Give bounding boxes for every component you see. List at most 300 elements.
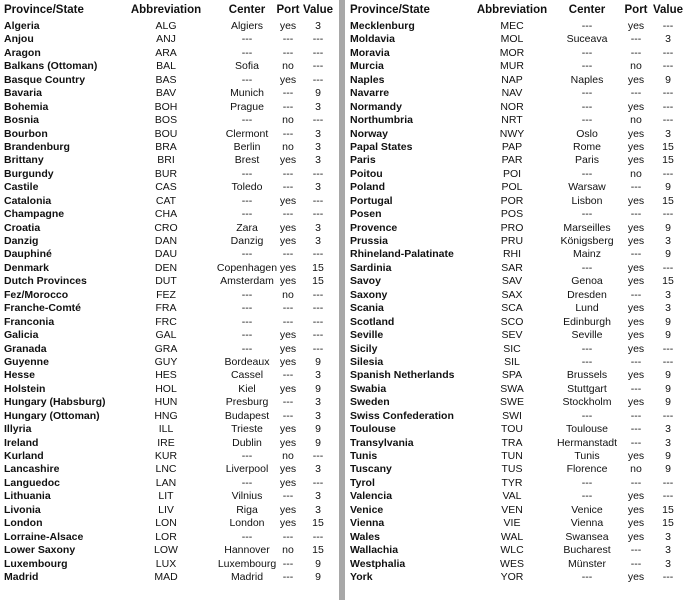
- cell-abbreviation: HES: [155, 369, 177, 382]
- cell-center: Budapest: [224, 409, 270, 422]
- cell-abbreviation: KUR: [154, 450, 178, 462]
- header-province: Province/State: [350, 4, 430, 16]
- cell-abbreviation: CHA: [154, 208, 178, 221]
- cell-value: 9: [665, 463, 671, 476]
- cell-value: 3: [665, 436, 671, 449]
- table-row: [0, 329, 337, 342]
- cell-port: ---: [630, 409, 642, 422]
- cell-value: 3: [315, 396, 321, 409]
- cell-value: 9: [665, 450, 671, 462]
- table-row: [0, 168, 337, 181]
- cell-center: Lisbon: [571, 194, 603, 207]
- cell-province: Norway: [350, 127, 388, 140]
- cell-abbreviation: SWE: [500, 396, 524, 409]
- cell-abbreviation: POL: [501, 181, 523, 194]
- table-row: [0, 383, 337, 396]
- cell-port: ---: [282, 208, 294, 221]
- cell-port: yes: [627, 396, 645, 409]
- cell-port: ---: [630, 382, 642, 395]
- cell-province: Madrid: [4, 570, 39, 583]
- cell-province: Toulouse: [350, 423, 396, 436]
- cell-province: Spanish Netherlands: [350, 369, 455, 382]
- header-center: Center: [568, 4, 606, 16]
- cell-province: Lorraine-Alsace: [4, 530, 84, 543]
- cell-port: ---: [630, 87, 642, 100]
- table-row: [0, 302, 337, 315]
- cell-abbreviation: HUN: [154, 396, 178, 409]
- cell-province: Transylvania: [350, 436, 414, 449]
- table-row: [0, 356, 337, 369]
- cell-value: ---: [312, 530, 324, 543]
- cell-port: no: [630, 463, 642, 476]
- cell-value: ---: [312, 194, 324, 207]
- cell-port: yes: [627, 369, 645, 382]
- table-header: [346, 0, 686, 20]
- cell-value: 15: [662, 517, 674, 530]
- cell-center: Vilnius: [231, 490, 263, 503]
- cell-port: no: [282, 450, 294, 462]
- cell-abbreviation: PRO: [500, 221, 524, 234]
- cell-center: Paris: [575, 154, 599, 167]
- cell-value: 3: [315, 503, 321, 516]
- table-row: [0, 141, 337, 154]
- cell-province: Dutch Provinces: [4, 275, 87, 288]
- table-row: [346, 289, 686, 302]
- cell-center: Warsaw: [568, 181, 606, 194]
- cell-port: no: [630, 167, 642, 180]
- table-row: [346, 490, 686, 503]
- table-row: [346, 463, 686, 476]
- cell-value: ---: [312, 342, 324, 355]
- cell-abbreviation: TUN: [501, 450, 523, 462]
- cell-center: Presburg: [225, 396, 269, 409]
- cell-center: ---: [581, 570, 593, 583]
- cell-province: Bavaria: [4, 87, 42, 100]
- cell-port: ---: [282, 87, 294, 100]
- cell-abbreviation: LAN: [155, 476, 177, 489]
- cell-port: ---: [630, 288, 642, 301]
- cell-province: Hesse: [4, 369, 35, 382]
- cell-province: Swiss Confederation: [350, 409, 454, 422]
- cell-province: Anjou: [4, 33, 34, 46]
- cell-port: ---: [282, 557, 294, 570]
- cell-abbreviation: DAU: [154, 248, 178, 261]
- cell-center: Berlin: [233, 140, 261, 153]
- column-divider: [339, 0, 345, 600]
- table-row: [346, 369, 686, 382]
- table-row: [0, 128, 337, 141]
- cell-value: 3: [315, 100, 321, 113]
- cell-value: ---: [312, 288, 324, 301]
- cell-value: 3: [315, 127, 321, 140]
- cell-center: ---: [241, 342, 253, 355]
- table-row: [0, 504, 337, 517]
- cell-port: yes: [627, 235, 645, 247]
- cell-value: 9: [665, 396, 671, 409]
- cell-value: 3: [665, 288, 671, 301]
- cell-province: Champagne: [4, 208, 65, 221]
- cell-port: ---: [282, 396, 294, 409]
- cell-port: yes: [279, 503, 297, 516]
- cell-center: ---: [581, 261, 593, 274]
- cell-abbreviation: BOU: [154, 127, 178, 140]
- table-row: [0, 490, 337, 503]
- cell-value: 9: [665, 221, 671, 234]
- cell-port: ---: [630, 33, 642, 46]
- cell-value: 3: [315, 140, 321, 153]
- cell-center: ---: [241, 450, 253, 462]
- cell-province: Tyrol: [350, 476, 375, 489]
- cell-province: London: [4, 517, 43, 530]
- cell-port: ---: [630, 544, 642, 557]
- cell-center: Swansea: [565, 530, 609, 543]
- cell-province: Provence: [350, 221, 398, 234]
- header-province: Province/State: [4, 4, 84, 16]
- cell-province: Paris: [350, 154, 376, 167]
- cell-center: Mainz: [572, 248, 601, 261]
- cell-center: Bucharest: [563, 544, 611, 557]
- table-row: [0, 571, 337, 584]
- table-row: [346, 128, 686, 141]
- cell-port: ---: [630, 423, 642, 436]
- cell-port: yes: [627, 100, 645, 113]
- cell-center: Toledo: [231, 181, 263, 194]
- cell-abbreviation: VEN: [501, 503, 523, 516]
- cell-center: ---: [581, 114, 593, 127]
- cell-value: ---: [662, 20, 674, 32]
- table-row: [346, 262, 686, 275]
- cell-port: ---: [630, 181, 642, 194]
- cell-center: Zara: [236, 221, 258, 234]
- cell-port: ---: [630, 557, 642, 570]
- cell-port: ---: [282, 302, 294, 315]
- cell-port: yes: [627, 517, 645, 530]
- table-row: [346, 141, 686, 154]
- cell-port: yes: [627, 530, 645, 543]
- cell-province: Westphalia: [350, 557, 406, 570]
- cell-abbreviation: LOW: [154, 544, 178, 557]
- cell-center: ---: [241, 46, 253, 59]
- table-row: [346, 47, 686, 60]
- cell-center: ---: [581, 208, 593, 221]
- cell-center: ---: [241, 208, 253, 221]
- cell-center: Amsterdam: [220, 275, 274, 288]
- cell-province: Murcia: [350, 60, 384, 73]
- cell-province: Catalonia: [4, 194, 52, 207]
- cell-value: 3: [315, 154, 321, 167]
- cell-abbreviation: ALG: [155, 20, 177, 32]
- cell-abbreviation: TYR: [501, 476, 523, 489]
- cell-abbreviation: SIL: [504, 355, 520, 368]
- cell-province: Balkans (Ottoman): [4, 60, 98, 73]
- cell-port: ---: [282, 167, 294, 180]
- cell-abbreviation: TOU: [501, 423, 523, 436]
- cell-center: Kiel: [238, 382, 256, 395]
- cell-abbreviation: LIT: [158, 490, 174, 503]
- table-row: [0, 343, 337, 356]
- header-value: Value: [652, 4, 684, 16]
- cell-value: ---: [662, 570, 674, 583]
- table-body: [0, 20, 337, 584]
- table-row: [0, 101, 337, 114]
- cell-abbreviation: LIV: [158, 503, 174, 516]
- cell-center: Sofia: [235, 60, 259, 73]
- cell-value: 3: [665, 235, 671, 247]
- cell-center: Königsberg: [560, 235, 614, 247]
- cell-value: 9: [665, 248, 671, 261]
- cell-center: Dresden: [567, 288, 607, 301]
- cell-abbreviation: DEN: [154, 261, 178, 274]
- cell-port: yes: [627, 490, 645, 503]
- cell-value: 15: [312, 275, 324, 288]
- cell-port: yes: [627, 261, 645, 274]
- cell-province: Lancashire: [4, 463, 60, 476]
- cell-center: Clermont: [225, 127, 269, 140]
- cell-abbreviation: FRA: [155, 302, 177, 315]
- cell-abbreviation: IRE: [157, 436, 175, 449]
- cell-port: yes: [279, 194, 297, 207]
- cell-value: ---: [662, 87, 674, 100]
- cell-value: ---: [662, 490, 674, 503]
- cell-port: ---: [282, 248, 294, 261]
- cell-center: Naples: [570, 73, 604, 86]
- cell-value: ---: [312, 167, 324, 180]
- cell-center: ---: [241, 114, 253, 127]
- cell-province: Holstein: [4, 382, 46, 395]
- table-row: [346, 235, 686, 248]
- cell-province: Prussia: [350, 235, 388, 247]
- cell-port: yes: [627, 342, 645, 355]
- cell-center: Toulouse: [565, 423, 609, 436]
- cell-province: Bohemia: [4, 100, 49, 113]
- cell-value: ---: [312, 450, 324, 462]
- cell-port: ---: [630, 355, 642, 368]
- cell-value: 9: [665, 382, 671, 395]
- cell-center: ---: [581, 87, 593, 100]
- cell-value: ---: [312, 73, 324, 86]
- cell-abbreviation: SWI: [502, 409, 522, 422]
- cell-abbreviation: VAL: [502, 490, 522, 503]
- cell-abbreviation: CAS: [155, 181, 177, 194]
- cell-province: Languedoc: [4, 476, 61, 489]
- cell-port: no: [282, 60, 294, 73]
- cell-value: 3: [665, 530, 671, 543]
- cell-province: Brandenburg: [4, 140, 70, 153]
- cell-province: Livonia: [4, 503, 41, 516]
- cell-province: Denmark: [4, 261, 49, 274]
- cell-province: Sweden: [350, 396, 390, 409]
- table-row: [346, 195, 686, 208]
- cell-port: ---: [630, 436, 642, 449]
- cell-center: Luxembourg: [217, 557, 277, 570]
- cell-province: Wallachia: [350, 544, 399, 557]
- cell-abbreviation: BAL: [156, 60, 176, 73]
- cell-abbreviation: SWA: [500, 382, 524, 395]
- cell-center: Brussels: [566, 369, 608, 382]
- table-header: [0, 0, 337, 20]
- cell-value: 3: [665, 544, 671, 557]
- table-row: [0, 544, 337, 557]
- cell-port: yes: [279, 275, 297, 288]
- cell-abbreviation: ILL: [158, 423, 174, 436]
- cell-center: ---: [241, 33, 253, 46]
- cell-abbreviation: SCA: [501, 302, 523, 315]
- cell-value: 15: [662, 275, 674, 288]
- table-row: [346, 154, 686, 167]
- cell-port: yes: [279, 355, 297, 368]
- cell-center: Tunis: [574, 450, 600, 462]
- cell-port: yes: [279, 423, 297, 436]
- cell-abbreviation: SIC: [503, 342, 521, 355]
- cell-value: ---: [662, 355, 674, 368]
- table-row: [0, 20, 337, 33]
- cell-center: ---: [241, 530, 253, 543]
- cell-center: Trieste: [231, 423, 263, 436]
- cell-province: Normandy: [350, 100, 402, 113]
- table-row: [0, 235, 337, 248]
- cell-center: Brest: [234, 154, 260, 167]
- cell-value: 15: [312, 517, 324, 530]
- cell-center: Munich: [230, 87, 264, 100]
- cell-abbreviation: VIE: [503, 517, 521, 530]
- cell-abbreviation: BUR: [154, 167, 178, 180]
- cell-province: Wales: [350, 530, 380, 543]
- cell-abbreviation: BOH: [154, 100, 178, 113]
- cell-value: 3: [665, 127, 671, 140]
- cell-value: 3: [315, 235, 321, 247]
- cell-center: ---: [241, 329, 253, 342]
- cell-center: Stockholm: [562, 396, 612, 409]
- cell-province: Scania: [350, 302, 384, 315]
- cell-port: yes: [627, 154, 645, 167]
- cell-abbreviation: NWY: [499, 127, 525, 140]
- table-body: [346, 20, 686, 584]
- cell-value: 9: [315, 557, 321, 570]
- cell-province: Silesia: [350, 355, 384, 368]
- cell-port: ---: [282, 409, 294, 422]
- cell-center: ---: [581, 476, 593, 489]
- cell-center: ---: [241, 73, 253, 86]
- cell-port: yes: [627, 329, 645, 342]
- cell-center: Algiers: [230, 20, 264, 32]
- table-row: [346, 74, 686, 87]
- table-row: [346, 558, 686, 571]
- cell-port: yes: [279, 20, 297, 32]
- cell-value: ---: [312, 315, 324, 328]
- cell-province: Ireland: [4, 436, 39, 449]
- table-row: [346, 181, 686, 194]
- cell-province: Guyenne: [4, 355, 49, 368]
- cell-value: ---: [312, 114, 324, 127]
- cell-value: ---: [312, 208, 324, 221]
- cell-province: Venice: [350, 503, 384, 516]
- cell-abbreviation: SPA: [501, 369, 523, 382]
- table-row: [346, 114, 686, 127]
- cell-province: Illyria: [4, 423, 32, 436]
- table-row: [0, 531, 337, 544]
- cell-abbreviation: WAL: [500, 530, 524, 543]
- cell-abbreviation: GRA: [154, 342, 178, 355]
- cell-center: Copenhagen: [216, 261, 278, 274]
- cell-center: Marseilles: [563, 221, 611, 234]
- cell-port: yes: [627, 315, 645, 328]
- cell-value: ---: [662, 167, 674, 180]
- cell-value: 3: [665, 302, 671, 315]
- table-row: [346, 504, 686, 517]
- cell-center: ---: [581, 60, 593, 73]
- cell-province: Brittany: [4, 154, 44, 167]
- cell-province: Mecklenburg: [350, 20, 415, 32]
- cell-abbreviation: PAP: [501, 140, 523, 153]
- cell-port: yes: [279, 221, 297, 234]
- cell-abbreviation: SAV: [501, 275, 523, 288]
- cell-province: Sicily: [350, 342, 378, 355]
- cell-province: Bourbon: [4, 127, 48, 140]
- cell-abbreviation: GAL: [155, 329, 177, 342]
- table-row: [0, 463, 337, 476]
- cell-province: Castile: [4, 181, 39, 194]
- cell-port: ---: [282, 33, 294, 46]
- cell-port: yes: [279, 329, 297, 342]
- cell-abbreviation: ANJ: [156, 33, 176, 46]
- cell-port: ---: [630, 476, 642, 489]
- cell-abbreviation: GUY: [154, 355, 178, 368]
- cell-abbreviation: MOR: [499, 46, 525, 59]
- cell-port: yes: [627, 450, 645, 462]
- cell-value: ---: [662, 60, 674, 73]
- table-row: [0, 275, 337, 288]
- cell-port: ---: [282, 315, 294, 328]
- cell-abbreviation: TUS: [501, 463, 523, 476]
- cell-center: Florence: [566, 463, 608, 476]
- cell-abbreviation: FRC: [155, 315, 177, 328]
- table-row: [346, 423, 686, 436]
- cell-value: ---: [312, 33, 324, 46]
- table-row: [346, 87, 686, 100]
- cell-port: yes: [627, 127, 645, 140]
- cell-abbreviation: LON: [155, 517, 177, 530]
- cell-value: ---: [662, 342, 674, 355]
- cell-abbreviation: HOL: [155, 382, 177, 395]
- cell-center: Stuttgart: [567, 382, 607, 395]
- table-row: [0, 369, 337, 382]
- cell-value: ---: [312, 46, 324, 59]
- cell-center: Edinburgh: [563, 315, 611, 328]
- cell-abbreviation: SEV: [501, 329, 523, 342]
- cell-abbreviation: DAN: [154, 235, 178, 247]
- cell-center: ---: [581, 409, 593, 422]
- cell-port: no: [282, 288, 294, 301]
- cell-province: Franche-Comté: [4, 302, 82, 315]
- cell-port: ---: [282, 530, 294, 543]
- cell-value: 9: [315, 355, 321, 368]
- cell-province: Seville: [350, 329, 384, 342]
- cell-center: Münster: [568, 557, 606, 570]
- cell-port: yes: [627, 570, 645, 583]
- table-row: [346, 477, 686, 490]
- cell-abbreviation: BAS: [155, 73, 177, 86]
- cell-abbreviation: NOR: [500, 100, 524, 113]
- table-row: [346, 20, 686, 33]
- cell-center: Vienna: [570, 517, 604, 530]
- table-row: [346, 356, 686, 369]
- cell-port: yes: [627, 221, 645, 234]
- cell-value: ---: [662, 100, 674, 113]
- cell-center: ---: [241, 194, 253, 207]
- cell-province: Luxembourg: [4, 557, 68, 570]
- cell-province: Granada: [4, 342, 47, 355]
- cell-port: yes: [627, 275, 645, 288]
